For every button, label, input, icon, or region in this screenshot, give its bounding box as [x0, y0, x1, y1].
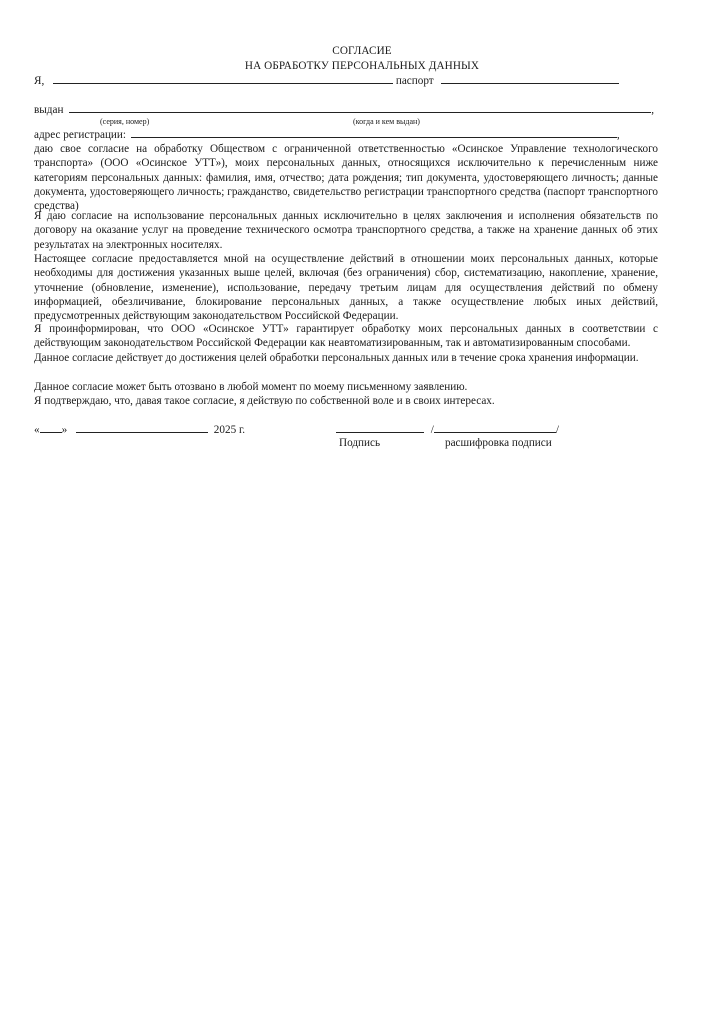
quote-open: « [34, 424, 40, 436]
issued-label: выдан [34, 104, 64, 116]
address-field[interactable] [131, 128, 617, 138]
i-label: Я, [34, 75, 45, 87]
signature-field[interactable] [336, 423, 424, 433]
address-label: адрес регистрации: [34, 129, 127, 141]
address-row [34, 128, 620, 141]
signature-decode-field[interactable] [434, 423, 556, 433]
year-label: 2025 г. [213, 424, 246, 436]
date-row [34, 423, 245, 436]
quote-close: » [61, 424, 68, 436]
decode-label: расшифровка подписи [445, 437, 552, 449]
name-row [34, 74, 619, 87]
series-hint: (серия, номер) [100, 117, 150, 126]
issued-row [34, 103, 654, 116]
slash-2: / [555, 424, 560, 436]
issued-field[interactable] [69, 103, 651, 113]
passport-label: паспорт [395, 75, 434, 87]
day-field[interactable] [40, 423, 62, 433]
issued-hint: (когда и кем выдан) [353, 117, 420, 126]
consent-paragraph-2: Я даю согласие на использование персональных данных исключительно в целях заключения и исполнения обязательств по договору на оказание услуг на проведение технического осмотра транспортного средства, а также на хранение данных об этих результатах на электронных носителях. [34, 210, 658, 251]
doc-subtitle: НА ОБРАБОТКУ ПЕРСОНАЛЬНЫХ ДАННЫХ [244, 60, 480, 72]
consent-paragraph-4: Я проинформирован, что ООО «Осинское УТТ» гарантирует обработку моих персональных данных в соответствии с действующим законодательством Российской Федерации как неавтоматизированным, так и автоматизированным способами. [34, 323, 658, 350]
slash-1: / [430, 424, 434, 436]
signature-row [336, 423, 559, 436]
month-field[interactable] [76, 423, 208, 433]
address-comma: , [616, 129, 620, 141]
full-name-field[interactable] [53, 74, 393, 84]
consent-paragraph-3: Настоящее согласие предоставляется мной на осуществление действий в отношении моих персональных данных, которые необходимы для достижения указанных выше целей, включая (без ограничения) сбор, систематизацию, накопление, хранение, уточнение (обновление, изменение), использование, передачу третьим лицам для осуществления действий по обмену информацией, обезличивание, блокирование персональных данных, а также осуществление любых иных действий, предусмотренных действующим законодательством Российской Федерации. [34, 253, 658, 323]
signature-label: Подпись [339, 437, 381, 449]
passport-field[interactable] [441, 74, 619, 84]
consent-paragraph-1: даю свое согласие на обработку Обществом с ограниченной ответственностью «Осинское Управление технологического транспорта» (ООО «Осинское УТТ»), моих персональных данных, относящихся исключительно к перечисленным ниже категориям персональных данных: фамилия, имя, отчество; дата рождения; тип документа, удостоверяющего личность; данные документа, удостоверяющего личность; гражданство, свидетельство регистрации транспортного средства (паспорт транспортного средства) [34, 143, 658, 213]
issued-comma: , [651, 104, 655, 116]
doc-title: СОГЛАСИЕ [332, 45, 392, 57]
consent-paragraph-6: Данное согласие может быть отозвано в любой момент по моему письменному заявлению. [34, 381, 468, 393]
consent-paragraph-7: Я подтверждаю, что, давая такое согласие, я действую по собственной воле и в своих интересах. [34, 395, 495, 407]
consent-paragraph-5: Данное согласие действует до достижения целей обработки персональных данных или в течение срока хранения информации. [34, 352, 639, 364]
